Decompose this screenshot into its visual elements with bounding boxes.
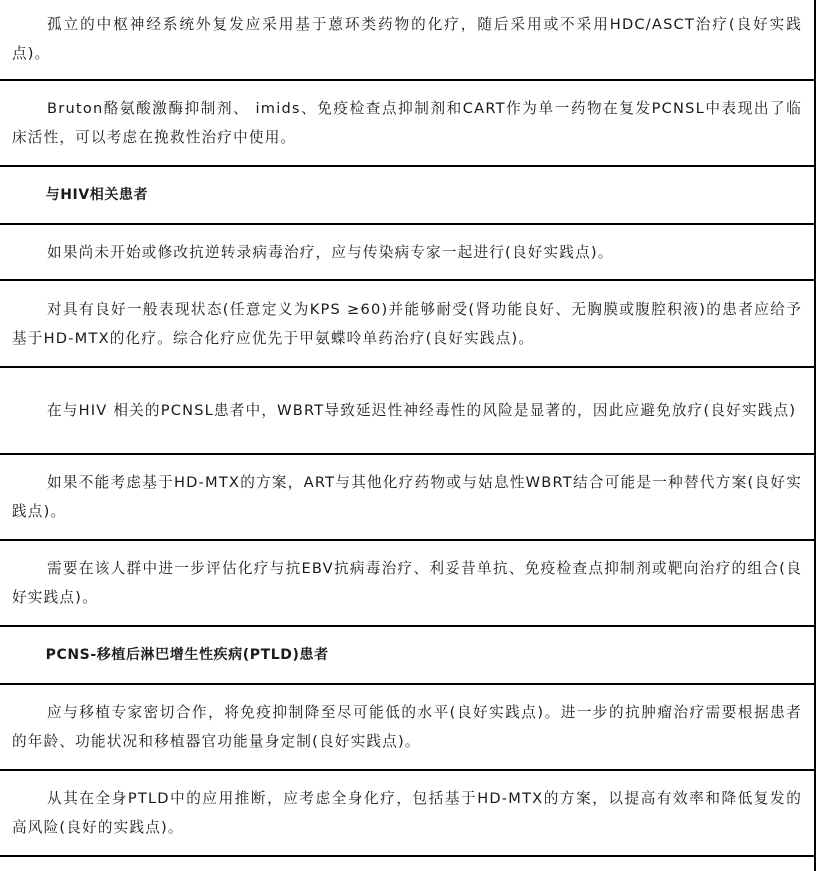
table-row (0, 541, 814, 627)
table-row (0, 281, 814, 368)
row-text: 需要在该人群中进一步评估化疗与抗EBV抗病毒治疗、利妥昔单抗、免疫检查点抑制剂或靶向治疗的组合(良好实践点)。 (12, 560, 802, 606)
row-text: 应与移植专家密切合作，将免疫抑制降至尽可能低的水平(良好实践点)。进一步的抗肿瘤治疗需要根据患者的年龄、功能状况和移植器官功能量身定制(良好实践点)。 (12, 704, 802, 750)
section-heading: 与HIV相关患者 (45, 186, 149, 203)
section-heading-row (0, 627, 814, 685)
row-text: 在与HIV 相关的PCNSL患者中，WBRT导致延迟性神经毒性的风险是显著的，因此应避免放疗(良好实践点) (47, 402, 797, 419)
section-heading: PCNS-移植后淋巴增生性疾病(PTLD)患者 (45, 646, 329, 663)
row-text: 如果不能考虑基于HD-MTX的方案，ART与其他化疗药物或与姑息性WBRT结合可能是一种替代方案(良好实践点)。 (12, 474, 802, 520)
row-text: 如果尚未开始或修改抗逆转录病毒治疗，应与传染病专家一起进行(良好实践点)。 (47, 243, 614, 261)
table-row (0, 0, 814, 81)
row-text: 从其在全身PTLD中的应用推断，应考虑全身化疗，包括基于HD-MTX的方案，以提高有效率和降低复发的高风险(良好的实践点)。 (12, 790, 802, 836)
table-row (0, 455, 814, 541)
table-row (0, 771, 814, 857)
table-row-partial (0, 857, 814, 871)
row-text: 孤立的中枢神经系统外复发应采用基于蒽环类药物的化疗，随后采用或不采用HDC/ASCT治疗(良好实践点)。 (12, 16, 802, 62)
table-row (0, 685, 814, 771)
table-row (0, 368, 814, 455)
table-row (0, 81, 814, 167)
section-heading-row (0, 167, 814, 225)
table-row (0, 225, 814, 281)
row-text: 对具有良好一般表现状态(任意定义为KPS ≥60)并能够耐受(肾功能良好、无胸膜或腹腔积液)的患者应给予基于HD-MTX的化疗。综合化疗应优先于甲氨蝶呤单药治疗(良好实践点)。 (12, 300, 802, 347)
row-text: Bruton酪氨酸激酶抑制剂、 imids、免疫检查点抑制剂和CART作为单一药物在复发PCNSL中表现出了临床活性，可以考虑在挽救性治疗中使用。 (12, 100, 802, 146)
